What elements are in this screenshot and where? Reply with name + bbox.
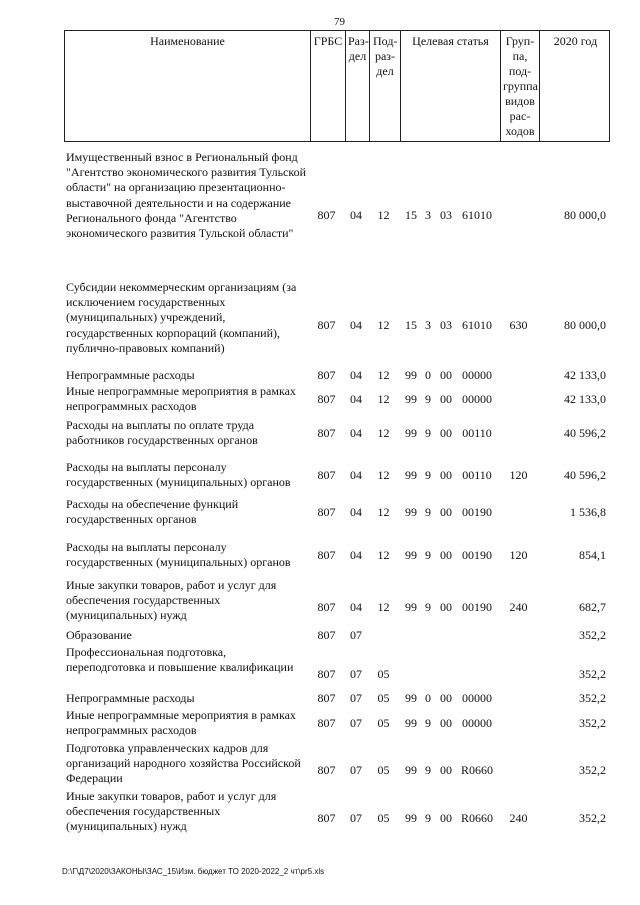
cell-target-subprogram: 9	[425, 811, 431, 825]
cell-grbs: 807	[317, 426, 336, 440]
cell-target-program: 99	[405, 368, 417, 382]
cell-target-main: 00	[440, 468, 452, 482]
cell-target-subprogram: 0	[425, 368, 431, 382]
cell-amount: 352,2	[579, 811, 606, 825]
cell-razdel: 04	[350, 208, 362, 222]
cell-razdel: 04	[350, 468, 362, 482]
cell-amount: 352,2	[579, 628, 606, 642]
header-name: Наименование	[150, 34, 225, 48]
cell-amount: 80 000,0	[564, 318, 606, 332]
cell-podrazdel: 12	[377, 548, 390, 562]
cell-razdel: 07	[350, 811, 362, 825]
cell-target-main: 00	[440, 426, 452, 440]
cell-target-subprogram: 0	[425, 691, 431, 705]
cell-target-subprogram: 9	[425, 763, 431, 777]
cell-target-subprogram: 3	[425, 318, 431, 332]
table-row	[64, 280, 610, 360]
cell-target-subprogram: 9	[425, 468, 431, 482]
row-name: Имущественный взнос в Региональный фонд "Агентство экономического развития Тульской области" на организацию презентационно-выставочной деятельности и на содержание Регионального фонда "Агентство экономического развития Тульской области"	[66, 150, 307, 241]
cell-target-program: 15	[405, 318, 417, 332]
row-name: Подготовка управленческих кадров для организаций народного хозяйства Российской Федерации	[66, 741, 301, 786]
cell-razdel: 04	[350, 426, 362, 440]
cell-razdel: 04	[350, 392, 362, 406]
cell-podrazdel: 12	[377, 426, 390, 440]
cell-podrazdel: 05	[377, 716, 390, 730]
cell-target-main: 00	[440, 392, 452, 406]
table-row	[64, 628, 610, 644]
row-name: Субсидии некоммерческим организациям (за исключением государственных (муниципальных) учреждений, государственных корпораций (компаний), публично-правовых компаний)	[66, 280, 297, 355]
row-name: Образование	[66, 628, 132, 642]
cell-expense-group: 630	[509, 318, 528, 332]
cell-target-subprogram: 9	[425, 392, 431, 406]
cell-target-program: 15	[405, 208, 417, 222]
cell-podrazdel: 05	[377, 667, 390, 681]
cell-grbs: 807	[317, 392, 336, 406]
table-row	[64, 150, 610, 270]
table-row	[64, 691, 610, 707]
cell-grbs: 807	[317, 208, 336, 222]
cell-razdel: 07	[350, 763, 362, 777]
cell-podrazdel: 12	[377, 600, 390, 614]
table-row	[64, 418, 610, 450]
cell-grbs: 807	[317, 548, 336, 562]
cell-amount: 352,2	[579, 763, 606, 777]
cell-amount: 42 133,0	[564, 368, 606, 382]
cell-target-main: 00	[440, 548, 452, 562]
table-row	[64, 708, 610, 740]
cell-razdel: 04	[350, 600, 362, 614]
cell-razdel: 07	[350, 691, 362, 705]
cell-amount: 352,2	[579, 667, 606, 681]
cell-target-main: 00	[440, 691, 452, 705]
table-row	[64, 540, 610, 572]
page-number: 79	[334, 16, 345, 28]
cell-podrazdel: 05	[377, 691, 390, 705]
cell-expense-group: 120	[509, 468, 528, 482]
cell-target-direction: 61010	[462, 208, 492, 222]
row-name: Иные закупки товаров, работ и услуг для обеспечения государственных (муниципальных) нужд	[66, 789, 277, 834]
cell-podrazdel: 12	[377, 468, 390, 482]
cell-target-direction: 00000	[462, 716, 492, 730]
table-row	[64, 384, 610, 416]
cell-grbs: 807	[317, 811, 336, 825]
row-name: Профессиональная подготовка, переподготовка и повышение квалификации	[66, 645, 294, 675]
header-grbs: ГРБС	[310, 31, 345, 141]
cell-podrazdel: 12	[377, 318, 390, 332]
cell-podrazdel: 12	[377, 208, 390, 222]
cell-grbs: 807	[317, 763, 336, 777]
cell-target-main: 00	[440, 505, 452, 519]
row-name: Расходы на обеспечение функций государственных органов	[66, 497, 239, 527]
cell-grbs: 807	[317, 628, 336, 642]
cell-podrazdel: 12	[377, 392, 390, 406]
cell-target-program: 99	[405, 691, 417, 705]
cell-target-main: 03	[440, 208, 452, 222]
header-razdel: Раз- дел	[345, 31, 369, 141]
cell-target-subprogram: 9	[425, 426, 431, 440]
cell-amount: 682,7	[579, 600, 606, 614]
row-name: Расходы на выплаты по оплате труда работников государственных органов	[66, 418, 258, 448]
cell-razdel: 04	[350, 318, 362, 332]
cell-target-main: 00	[440, 763, 452, 777]
table-row	[64, 460, 610, 492]
cell-grbs: 807	[317, 667, 336, 681]
cell-target-direction: 00110	[462, 426, 492, 440]
cell-grbs: 807	[317, 468, 336, 482]
cell-target-direction: 00110	[462, 468, 492, 482]
cell-target-direction: R0660	[460, 811, 493, 825]
row-name: Непрограммные расходы	[66, 691, 195, 705]
cell-podrazdel: 05	[377, 763, 390, 777]
cell-target-main: 03	[440, 318, 452, 332]
cell-target-direction: 00000	[462, 392, 492, 406]
cell-target-program: 99	[405, 505, 417, 519]
cell-target-subprogram: 9	[425, 600, 431, 614]
header-target: Целевая статья	[400, 31, 500, 141]
cell-target-program: 99	[405, 548, 417, 562]
row-name: Иные непрограммные мероприятия в рамках непрограммных расходов	[66, 708, 296, 738]
cell-razdel: 07	[350, 716, 362, 730]
cell-target-main: 00	[440, 716, 452, 730]
cell-podrazdel: 12	[377, 368, 390, 382]
cell-target-program: 99	[405, 392, 417, 406]
table-row	[64, 741, 610, 789]
cell-target-direction: 61010	[462, 318, 492, 332]
cell-grbs: 807	[317, 318, 336, 332]
cell-amount: 352,2	[579, 716, 606, 730]
row-name: Иные непрограммные мероприятия в рамках непрограммных расходов	[66, 384, 296, 414]
cell-amount: 1 536,8	[570, 505, 606, 519]
cell-target-main: 00	[440, 600, 452, 614]
cell-grbs: 807	[317, 505, 336, 519]
header-podrazdel: Под- раз- дел	[369, 31, 400, 141]
cell-amount: 40 596,2	[564, 468, 606, 482]
cell-target-subprogram: 9	[425, 548, 431, 562]
cell-target-subprogram: 3	[425, 208, 431, 222]
table-row	[64, 645, 610, 693]
cell-target-main: 00	[440, 811, 452, 825]
cell-amount: 42 133,0	[564, 392, 606, 406]
file-path-footer: D:\Г\Д7\2020\ЗАКОНЫ\ЗАС_15\Изм. бюджет ТО 2020-2022_2 чт\pr5.xls	[62, 867, 325, 876]
cell-target-direction: 00000	[462, 368, 492, 382]
cell-grbs: 807	[317, 716, 336, 730]
cell-target-direction: 00190	[462, 600, 492, 614]
cell-target-program: 99	[405, 716, 417, 730]
header-year: 2020 год	[539, 31, 611, 141]
cell-expense-group: 120	[509, 548, 528, 562]
cell-grbs: 807	[317, 600, 336, 614]
cell-target-program: 99	[405, 763, 417, 777]
cell-target-subprogram: 9	[425, 716, 431, 730]
cell-podrazdel: 05	[377, 811, 390, 825]
cell-target-direction: 00000	[462, 691, 492, 705]
cell-amount: 80 000,0	[564, 208, 606, 222]
table-row	[64, 578, 610, 626]
cell-podrazdel: 12	[377, 505, 390, 519]
cell-target-program: 99	[405, 426, 417, 440]
cell-amount: 40 596,2	[564, 426, 606, 440]
cell-target-program: 99	[405, 811, 417, 825]
row-name: Расходы на выплаты персоналу государственных (муниципальных) органов	[66, 460, 291, 490]
cell-razdel: 04	[350, 505, 362, 519]
cell-target-program: 99	[405, 468, 417, 482]
cell-target-main: 00	[440, 368, 452, 382]
cell-target-direction: 00190	[462, 505, 492, 519]
cell-grbs: 807	[317, 368, 336, 382]
cell-amount: 352,2	[579, 691, 606, 705]
cell-expense-group: 240	[509, 600, 528, 614]
cell-razdel: 04	[350, 548, 362, 562]
table-row	[64, 368, 610, 384]
cell-target-subprogram: 9	[425, 505, 431, 519]
header-group: Груп- па, под- группа видов рас- ходов	[500, 31, 539, 141]
table-header	[64, 30, 610, 142]
cell-razdel: 07	[350, 628, 362, 642]
cell-expense-group: 240	[509, 811, 528, 825]
cell-grbs: 807	[317, 691, 336, 705]
cell-razdel: 07	[350, 667, 362, 681]
row-name: Непрограммные расходы	[66, 368, 195, 382]
row-name: Иные закупки товаров, работ и услуг для обеспечения государственных (муниципальных) нужд	[66, 578, 277, 623]
cell-target-direction: 00190	[462, 548, 492, 562]
table-row	[64, 789, 610, 837]
row-name: Расходы на выплаты персоналу государственных (муниципальных) органов	[66, 540, 291, 570]
cell-target-direction: R0660	[460, 763, 493, 777]
cell-target-program: 99	[405, 600, 417, 614]
cell-amount: 854,1	[579, 548, 606, 562]
table-row	[64, 497, 610, 529]
cell-razdel: 04	[350, 368, 362, 382]
